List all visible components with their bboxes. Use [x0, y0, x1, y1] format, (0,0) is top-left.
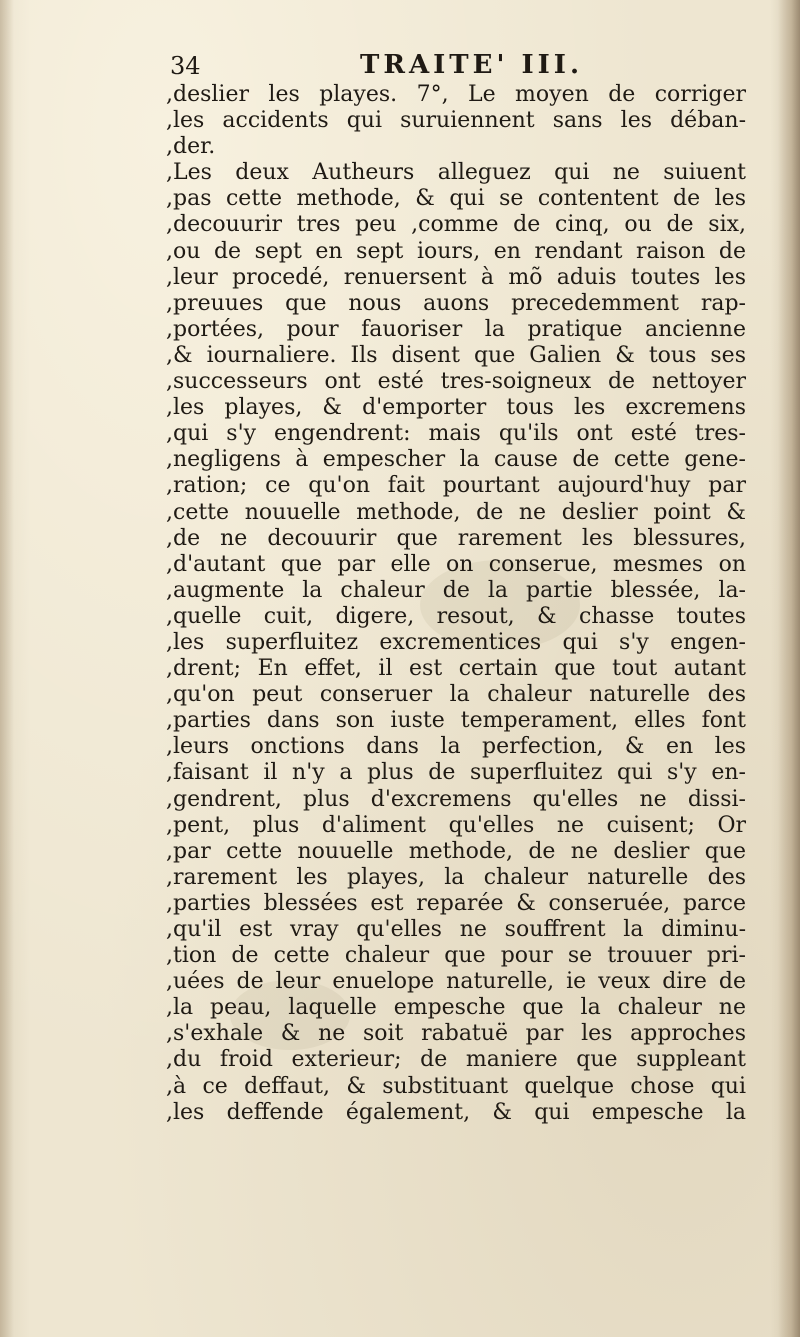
text-line: ,decouurir tres peu ,comme de cinq, ou de six,: [166, 212, 746, 238]
text-line: ,ration; ce qu'on fait pourtant aujourd'huy par: [166, 473, 746, 499]
text-line: ,tion de cette chaleur que pour se trouuer pri-: [166, 943, 746, 969]
text-line: ,gendrent, plus d'excremens qu'elles ne dissi-: [166, 786, 746, 812]
text-line: ,les superfluitez excrementices qui s'y engen-: [166, 629, 746, 655]
text-line: ,negligens à empescher la cause de cette gene-: [166, 447, 746, 473]
text-line: ,du froid exterieur; de maniere que suppleant: [166, 1047, 746, 1073]
text-line: ,uées de leur enuelope naturelle, ie veux dire de: [166, 969, 746, 995]
text-line: ,qu'il est vray qu'elles ne souffrent la diminu-: [166, 917, 746, 942]
text-line: ,d'autant que par elle on conserue, mesmes on: [166, 551, 746, 577]
text-line: ,parties blessées est reparée & conseruée, parce: [166, 890, 746, 916]
text-line: ,deslier les playes. 7°, Le moyen de corriger: [166, 82, 746, 107]
text-line: ,faisant il n'y a plus de superfluitez qui s'y en-: [166, 760, 746, 786]
text-line: ,quelle cuit, digere, resout, & chasse toutes: [166, 603, 746, 629]
text-line: ,les accidents qui suruiennent sans les déban-: [166, 108, 746, 134]
text-line: ,successeurs ont esté tres-soigneux de nettoyer: [166, 369, 746, 395]
text-line: ,leurs onctions dans la perfection, & en les: [166, 734, 746, 760]
text-line: ,qui s'y engendrent: mais qu'ils ont esté tres-: [166, 421, 746, 447]
text-line: ,de ne decouurir que rarement les blessures,: [166, 525, 746, 551]
text-line: ,pent, plus d'aliment qu'elles ne cuisent; Or: [166, 812, 746, 838]
text-line: ,à ce deffaut, & substituant quelque chose qui: [166, 1073, 746, 1099]
text-line: ,parties dans son iuste temperament, elles font: [166, 708, 746, 734]
text-line: ,drent; En effet, il est certain que tout autant: [166, 656, 746, 682]
text-line: ,cette nouuelle methode, de ne deslier point &: [166, 499, 746, 525]
page-edge-shadow: [778, 0, 800, 1337]
text-line: ,der.: [166, 134, 216, 160]
running-head: TRAITE' III.: [360, 50, 584, 80]
text-line: ,la peau, laquelle empesche que la chaleur ne: [166, 995, 746, 1021]
page-number: 34: [170, 52, 201, 80]
text-line: ,leur procedé, renuersent à mõ aduis toutes les: [166, 264, 746, 290]
text-line: ,rarement les playes, la chaleur naturelle des: [166, 864, 746, 890]
text-line: ,les deffende également, & qui empesche la: [166, 1099, 746, 1125]
body-text: [166, 82, 746, 1126]
text-line: ,les playes, & d'emporter tous les excremens: [166, 395, 746, 421]
text-line: ,qu'on peut conseruer la chaleur naturelle des: [166, 682, 746, 708]
text-line: ,s'exhale & ne soit rabatuë par les approches: [166, 1021, 746, 1047]
text-line: ,augmente la chaleur de la partie blessée, la-: [166, 577, 746, 603]
text-line: ,par cette nouuelle methode, de ne deslier que: [166, 838, 746, 864]
text-line: ,ou de sept en sept iours, en rendant raison de: [166, 238, 746, 264]
text-line: ,preuues que nous auons precedemment rap-: [166, 290, 746, 316]
page-gutter-shadow: [0, 0, 14, 1337]
text-line: ,pas cette methode, & qui se contentent de les: [166, 186, 746, 212]
page-header: [170, 50, 730, 84]
text-line: ,portées, pour fauoriser la pratique ancienne: [166, 316, 746, 342]
text-line: ,Les deux Autheurs alleguez qui ne suiuent: [166, 160, 746, 186]
text-line: ,& iournaliere. Ils disent que Galien & tous ses: [166, 342, 746, 368]
